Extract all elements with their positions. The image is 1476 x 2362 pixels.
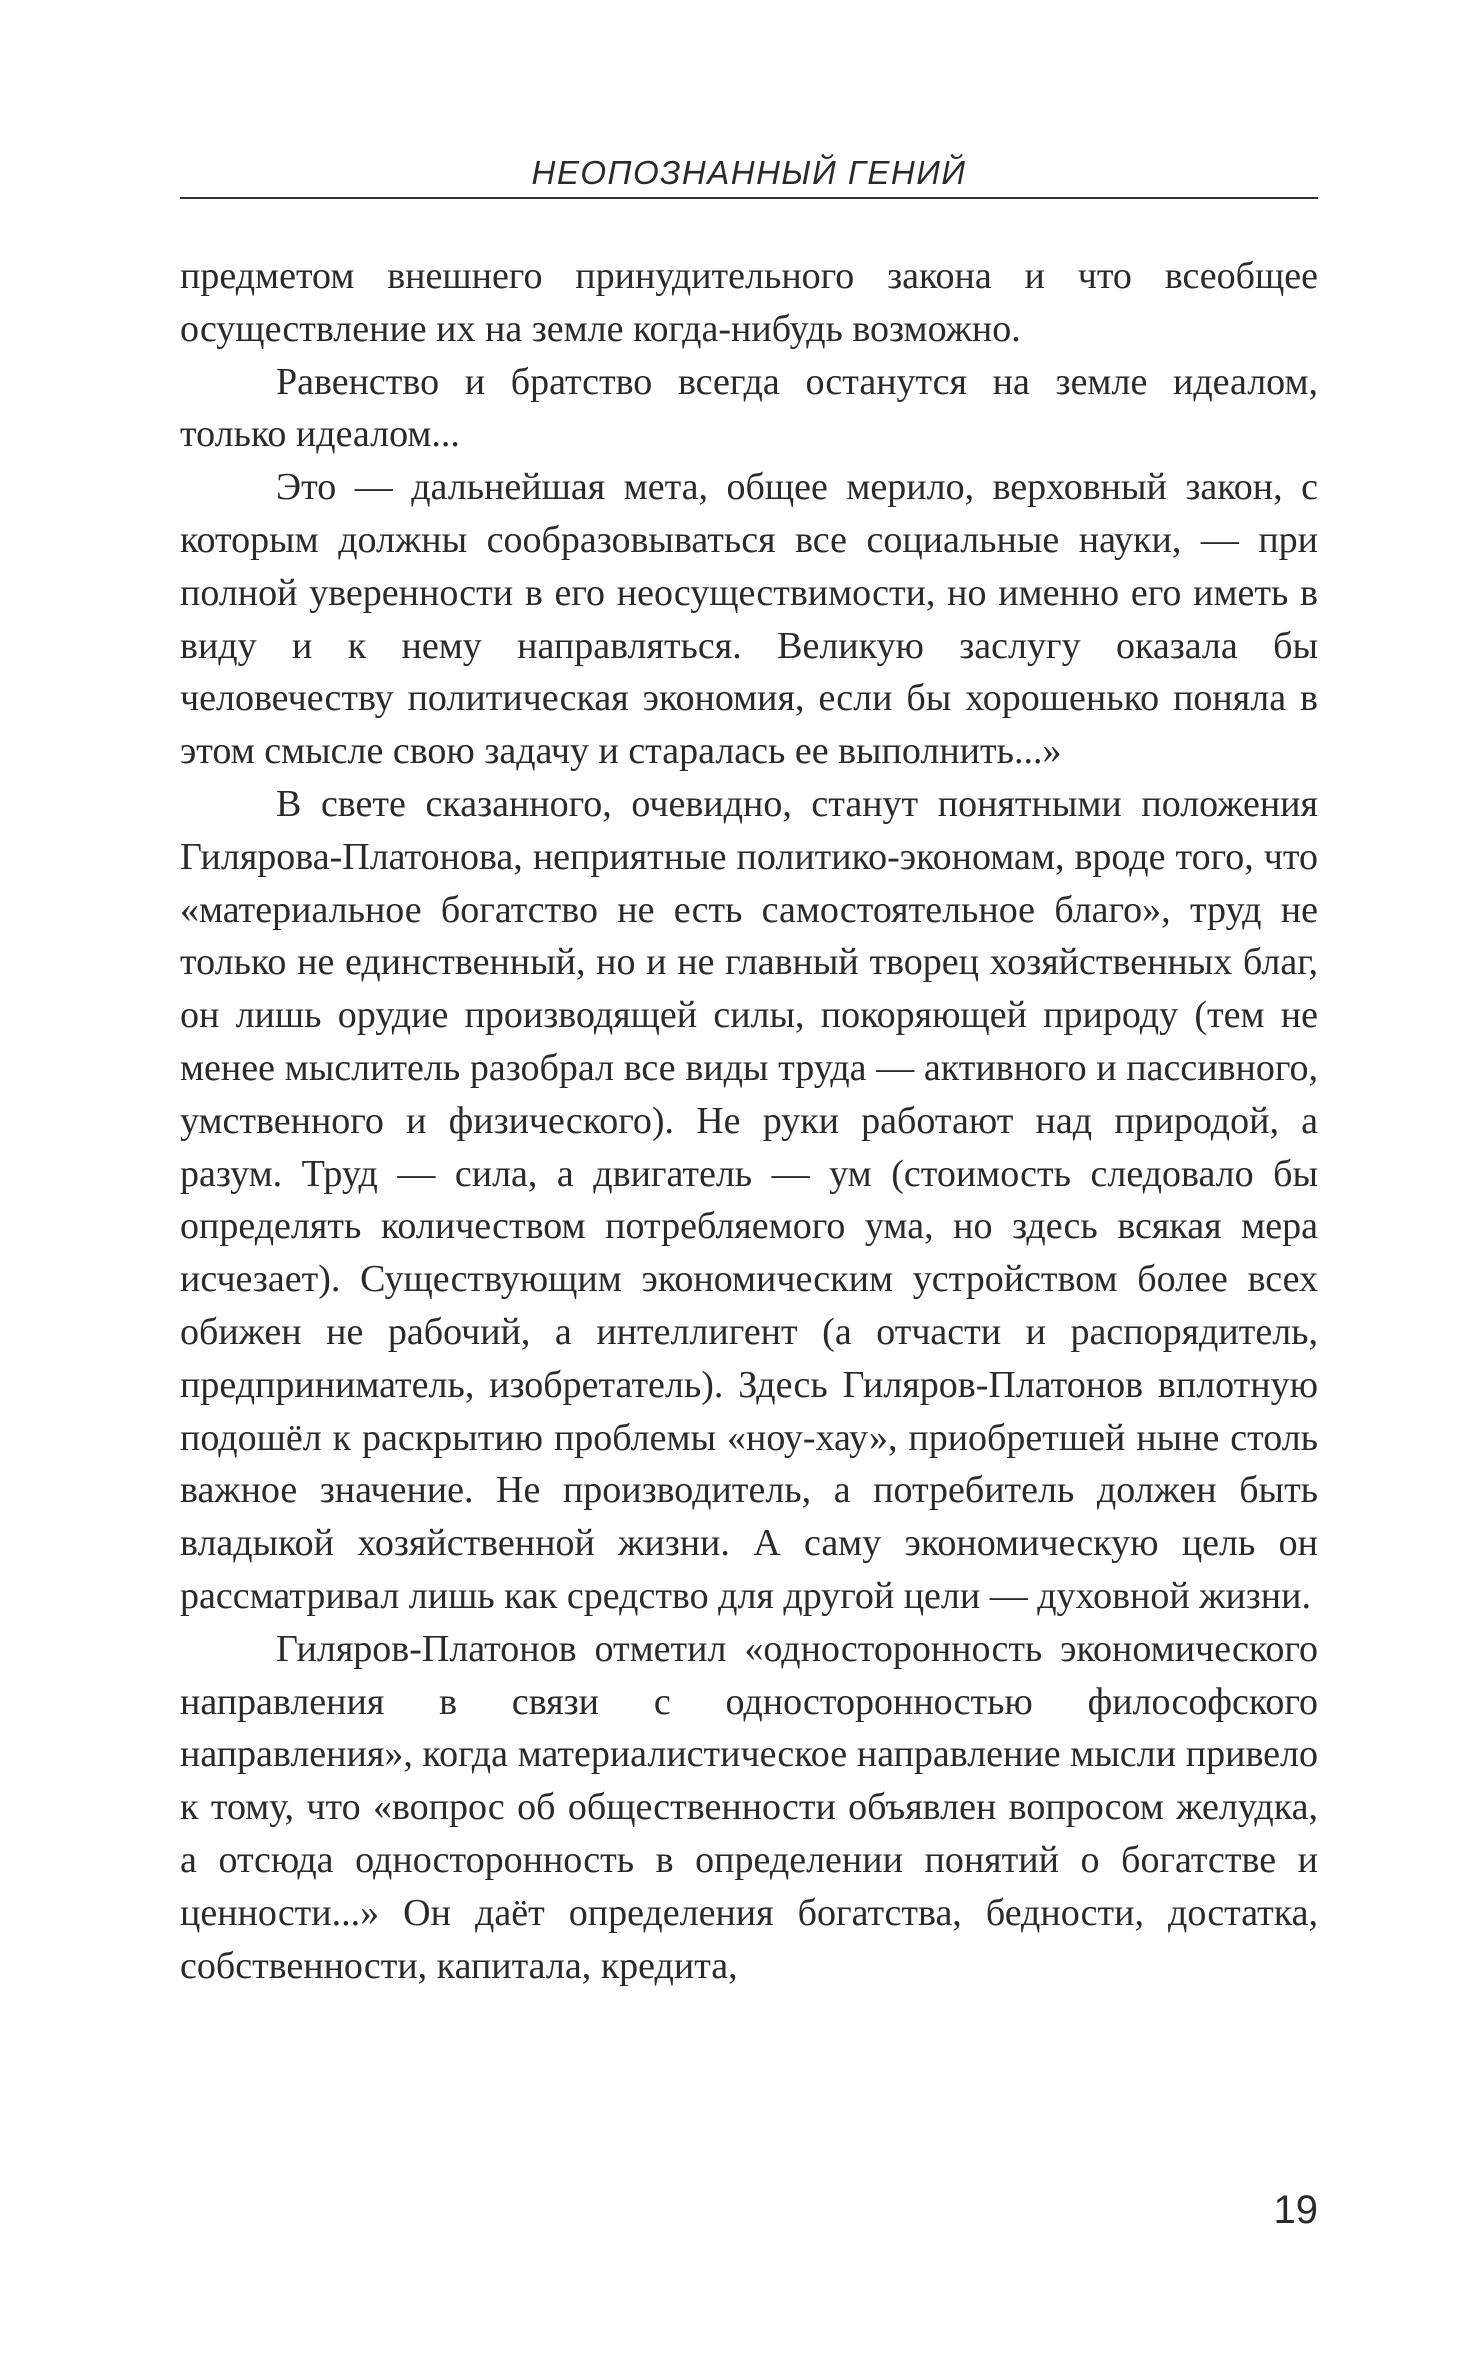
paragraph-supreme-law: Это — дальнейшая мета, общее мерило, верховный закон, с которым должны сообразовываться все социальные науки, — при полной уверенности в его неосуществимости, но именно его иметь в виду и к нему направляться. Великую заслугу оказала бы человечеству политическая экономия, если бы хорошенько поняла в этом смысле свою задачу и старалась ее выполнить...» (180, 466, 1318, 773)
paragraph-labor-and-mind: В свете сказанного, очевидно, станут понятными положения Гилярова-Платонова, неприятные политико-экономам, вроде того, что «материальное богатство не есть самостоятельное благо», труд не только не единственный, но и не главный творец хозяйственных благ, он лишь орудие производящей силы, покоряющей природу (тем не менее мыслитель разобрал все виды труда — активного и пассивного, умственного и физического). Не руки работают над природой, а разум. Труд — сила, а двигатель — ум (стоимость следовало бы определять количеством потребляемого ума, но здесь всякая мера исчезает). Существующим экономическим устройством более всех обижен не рабочий, а интеллигент (а отчасти и распорядитель, предприниматель, изобретатель). Здесь Гиляров-Платонов вплотную подошёл к раскрытию проблемы «ноу-хау», приобретшей ныне столь важное значение. Не производитель, а потребитель должен быть владыкой хозяйственной жизни. А саму экономическую цель он рассматривал лишь как средство для другой цели — духовной жизни. (180, 782, 1318, 1617)
page-body-text (180, 250, 1318, 1992)
running-head-title: НЕОПОЗНАННЫЙ ГЕНИЙ (531, 154, 967, 191)
page-number: 19 (1273, 2188, 1318, 2232)
paragraph-continuation: предметом внешнего принудительного закона и что всеобщее осуществление их на земле когда-нибудь возможно. (180, 255, 1318, 350)
header-divider (180, 197, 1318, 199)
paragraph-one-sidedness: Гиляров-Платонов отметил «односторонность экономического направления в связи с односторонностью философского направления», когда материалистическое направление мысли привело к тому, что «вопрос об общественности объявлен вопросом желудка, а отсюда односторонность в определении понятий о богатстве и ценности...» Он даёт определения богатства, бедности, достатка, собственности, капитала, кредита, (180, 1627, 1318, 1987)
paragraph-equality-fraternity: Равенство и братство всегда останутся на земле идеалом, только идеалом... (180, 360, 1318, 456)
